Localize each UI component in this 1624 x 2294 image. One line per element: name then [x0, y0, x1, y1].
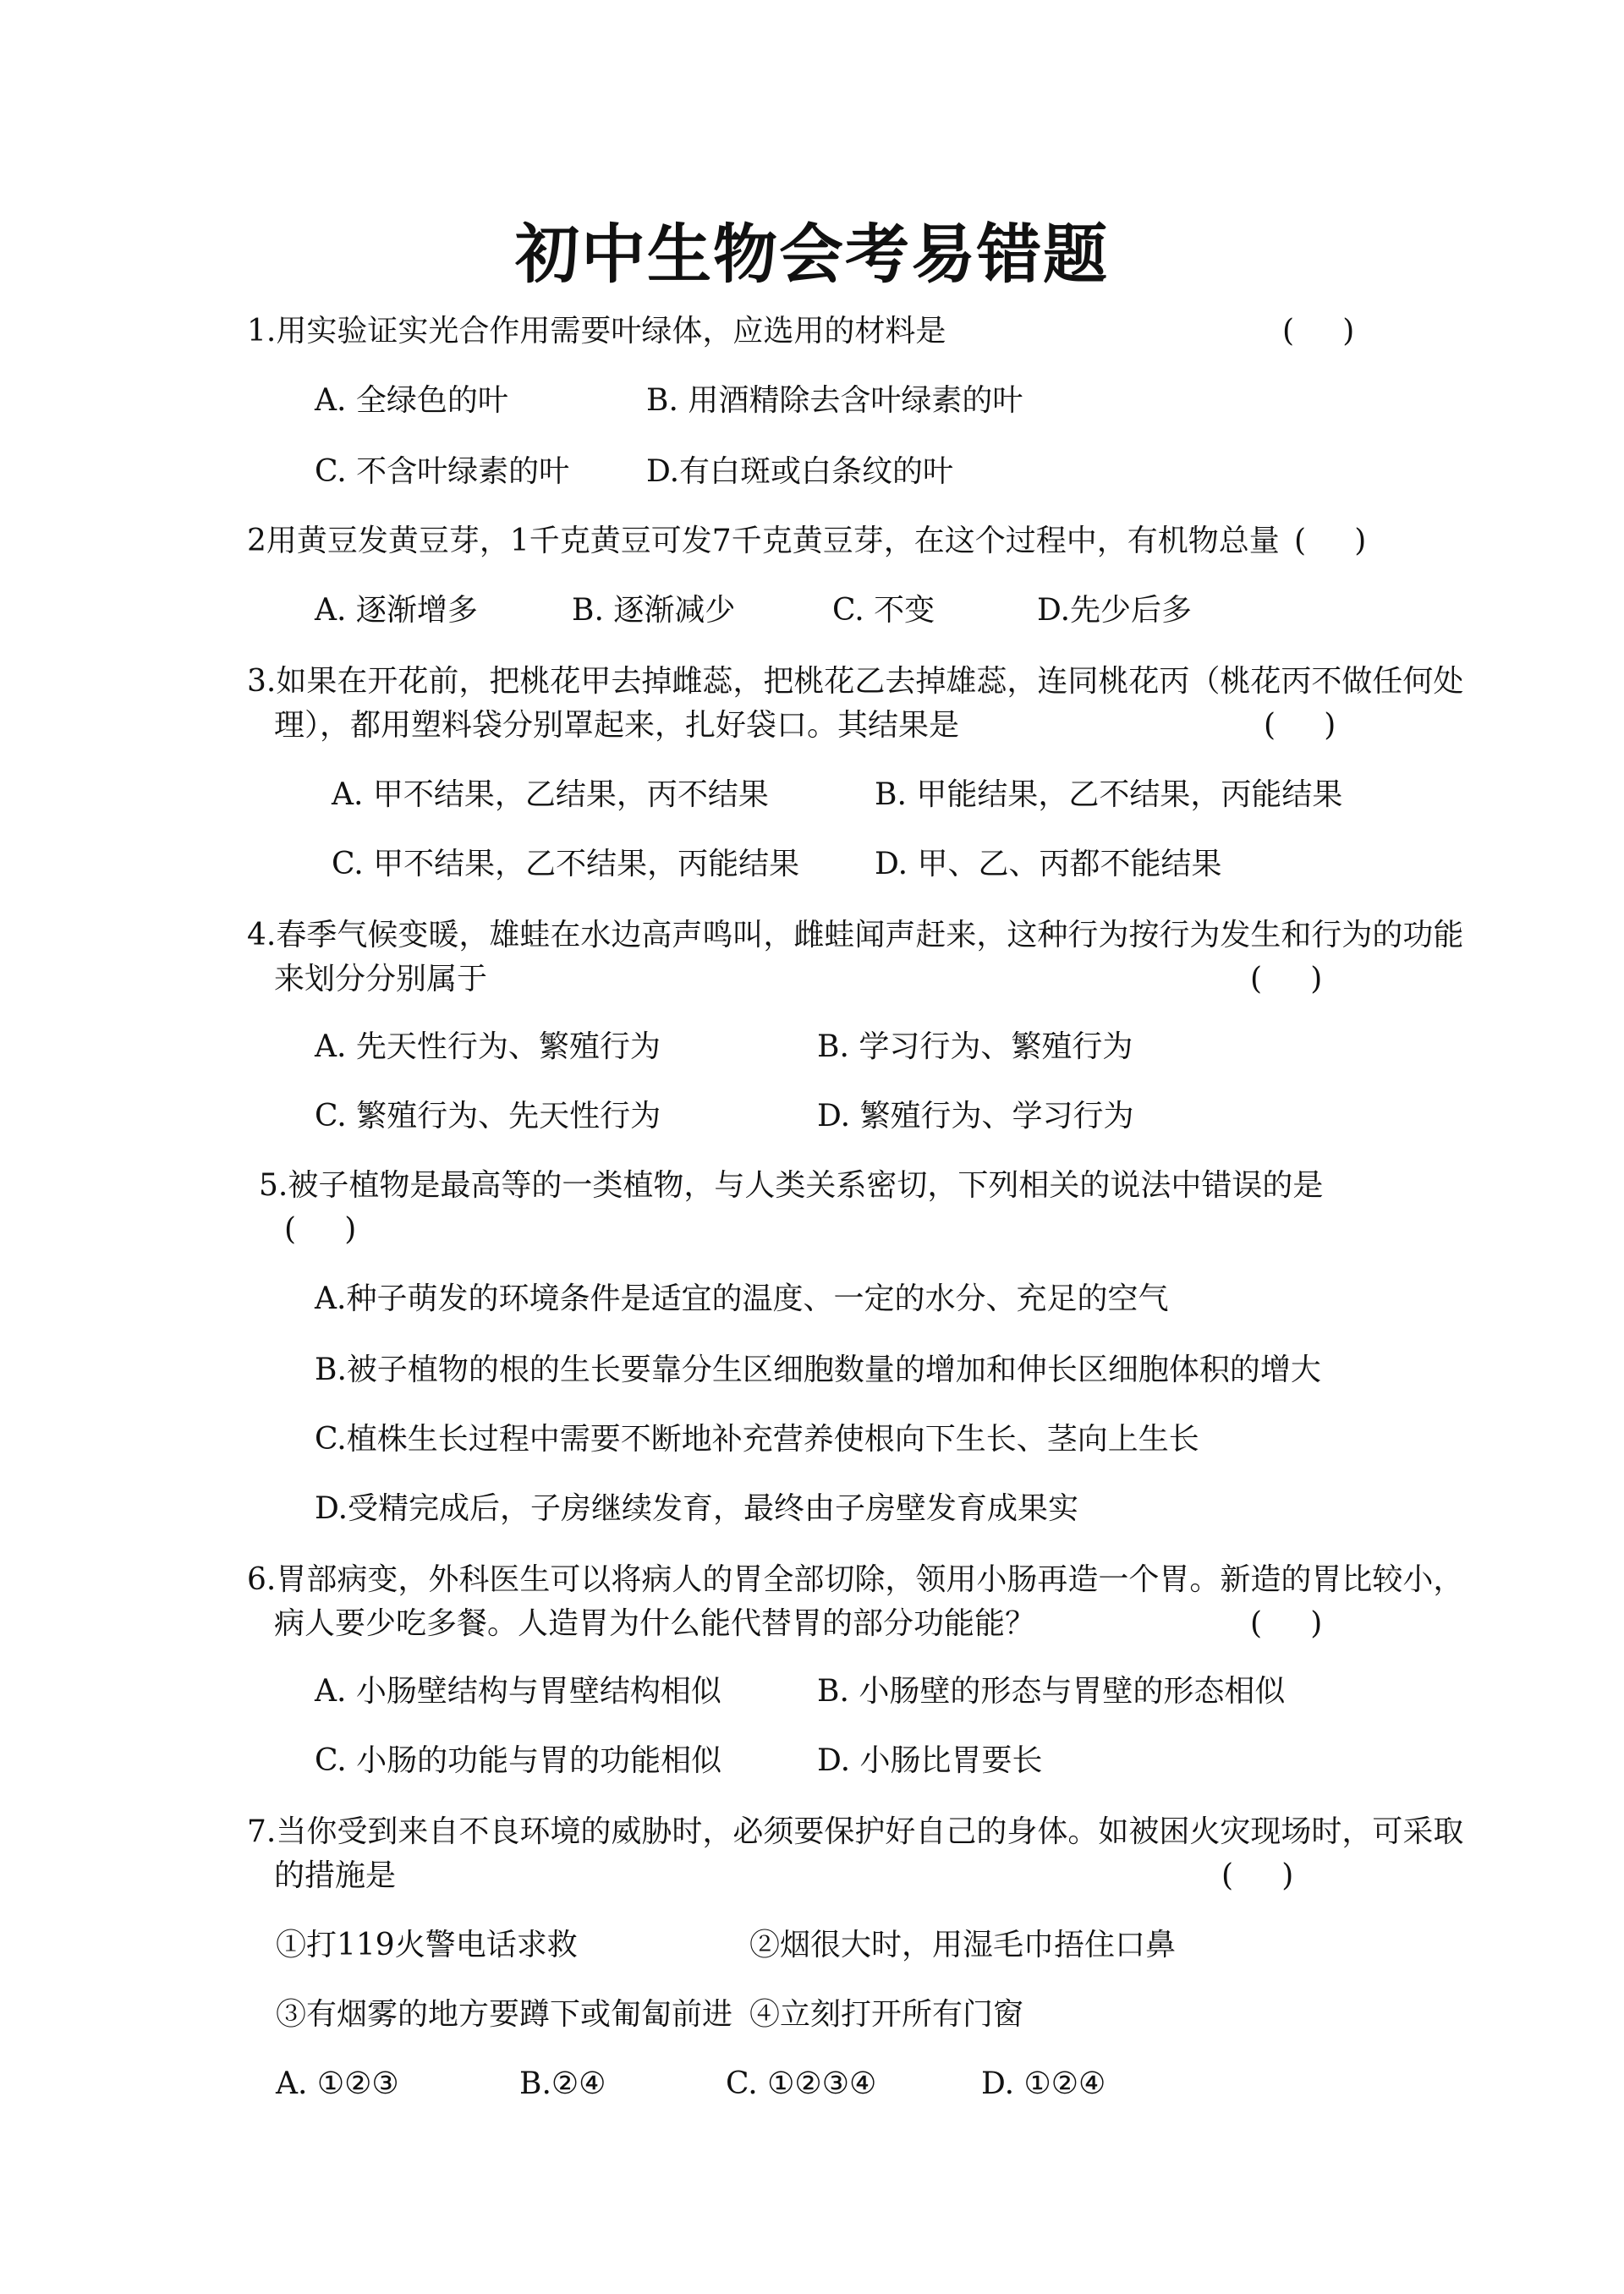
- question-2-option-a[interactable]: A. 逐渐增多: [315, 593, 478, 628]
- question-5-text: 5.被子植物是最高等的一类植物，与人类关系密切，下列相关的说法中错误的是: [259, 1168, 1324, 1203]
- question-7-item-1: ①打119火警电话求救: [276, 1928, 578, 1962]
- question-4-answer-bracket: ( ): [1250, 962, 1323, 996]
- question-3-option-d[interactable]: D. 甲、乙、丙都不能结果: [875, 847, 1222, 881]
- question-2-option-b[interactable]: B. 逐渐减少: [572, 593, 736, 628]
- question-4-text-line-2: 来划分分别属于: [274, 962, 488, 996]
- question-4-text-line-1: 4.春季气候变暖，雄蛙在水边高声鸣叫，雌蛙闻声赶来，这种行为按行为发生和行为的功能: [247, 918, 1464, 952]
- question-2-text: 2用黄豆发黄豆芽，1千克黄豆可发7千克黄豆芽，在这个过程中，有机物总量: [247, 524, 1280, 558]
- question-6-option-c[interactable]: C. 小肠的功能与胃的功能相似: [315, 1743, 722, 1778]
- question-1-option-a[interactable]: A. 全绿色的叶: [315, 383, 508, 418]
- question-3-text-line-2: 理），都用塑料袋分别罩起来，扎好袋口。其结果是: [274, 708, 960, 743]
- page-title: 初中生物会考易错题: [515, 217, 1109, 292]
- question-4-option-d[interactable]: D. 繁殖行为、学习行为: [817, 1099, 1134, 1133]
- question-7-answer-bracket: ( ): [1221, 1858, 1294, 1893]
- question-5-option-d[interactable]: D.受精完成后，子房继续发育，最终由子房壁发育成果实: [315, 1491, 1079, 1526]
- question-2-option-c[interactable]: C. 不变: [832, 593, 935, 628]
- question-2-answer-bracket: ( ): [1294, 524, 1367, 558]
- question-1-option-d[interactable]: D.有白斑或白条纹的叶: [646, 454, 954, 489]
- question-5-option-c[interactable]: C.植株生长过程中需要不断地补充营养使根向下生长、茎向上生长: [315, 1422, 1199, 1457]
- question-7-option-d[interactable]: D. ①②④: [981, 2066, 1106, 2101]
- question-6-answer-bracket: ( ): [1250, 1606, 1323, 1641]
- question-5-option-b[interactable]: B.被子植物的根的生长要靠分生区细胞数量的增加和伸长区细胞体积的增大: [315, 1353, 1321, 1387]
- question-7-item-3: ③有烟雾的地方要蹲下或匍匐前进: [276, 1997, 733, 2032]
- question-3-text-line-1: 3.如果在开花前，把桃花甲去掉雌蕊，把桃花乙去掉雄蕊，连同桃花丙（桃花丙不做任何处: [247, 664, 1464, 699]
- question-7-item-2: ②烟很大时，用湿毛巾捂住口鼻: [749, 1928, 1177, 1962]
- question-7-option-c[interactable]: C. ①②③④: [726, 2066, 877, 2101]
- question-3-option-c[interactable]: C. 甲不结果，乙不结果，丙能结果: [332, 847, 800, 881]
- question-7-option-b[interactable]: B.②④: [519, 2066, 606, 2101]
- question-3-option-b[interactable]: B. 甲能结果，乙不结果，丙能结果: [875, 777, 1343, 812]
- question-6-option-a[interactable]: A. 小肠壁结构与胃壁结构相似: [315, 1674, 721, 1709]
- question-7-option-a[interactable]: A. ①②③: [276, 2066, 399, 2101]
- question-1-option-c[interactable]: C. 不含叶绿素的叶: [315, 454, 570, 489]
- question-7-text-line-2: 的措施是: [274, 1858, 397, 1893]
- question-7-item-4: ④立刻打开所有门窗: [749, 1997, 1024, 2032]
- question-1-option-b[interactable]: B. 用酒精除去含叶绿素的叶: [646, 383, 1023, 418]
- question-4-option-c[interactable]: C. 繁殖行为、先天性行为: [315, 1099, 661, 1133]
- question-4-option-a[interactable]: A. 先天性行为、繁殖行为: [315, 1029, 661, 1064]
- question-6-text-line-2: 病人要少吃多餐。人造胃为什么能代替胃的部分功能能？: [274, 1606, 1036, 1641]
- question-7-text-line-1: 7.当你受到来自不良环境的威胁时，必须要保护好自己的身体。如被困火灾现场时，可采取: [247, 1814, 1464, 1849]
- question-3-option-a[interactable]: A. 甲不结果，乙结果，丙不结果: [332, 777, 769, 812]
- question-5-option-a[interactable]: A.种子萌发的环境条件是适宜的温度、一定的水分、充足的空气: [315, 1281, 1169, 1316]
- question-6-option-b[interactable]: B. 小肠壁的形态与胃壁的形态相似: [817, 1674, 1286, 1709]
- question-1-answer-bracket: ( ): [1282, 314, 1355, 348]
- question-2-option-d[interactable]: D.先少后多: [1037, 593, 1193, 628]
- question-1-text: 1.用实验证实光合作用需要叶绿体，应选用的材料是: [247, 314, 946, 348]
- question-6-text-line-1: 6.胃部病变，外科医生可以将病人的胃全部切除，领用小肠再造一个胃。新造的胃比较小，: [247, 1562, 1464, 1597]
- question-4-option-b[interactable]: B. 学习行为、繁殖行为: [817, 1029, 1133, 1064]
- question-5-answer-bracket: ( ): [284, 1212, 357, 1247]
- question-6-option-d[interactable]: D. 小肠比胃要长: [817, 1743, 1043, 1778]
- question-3-answer-bracket: ( ): [1264, 708, 1336, 743]
